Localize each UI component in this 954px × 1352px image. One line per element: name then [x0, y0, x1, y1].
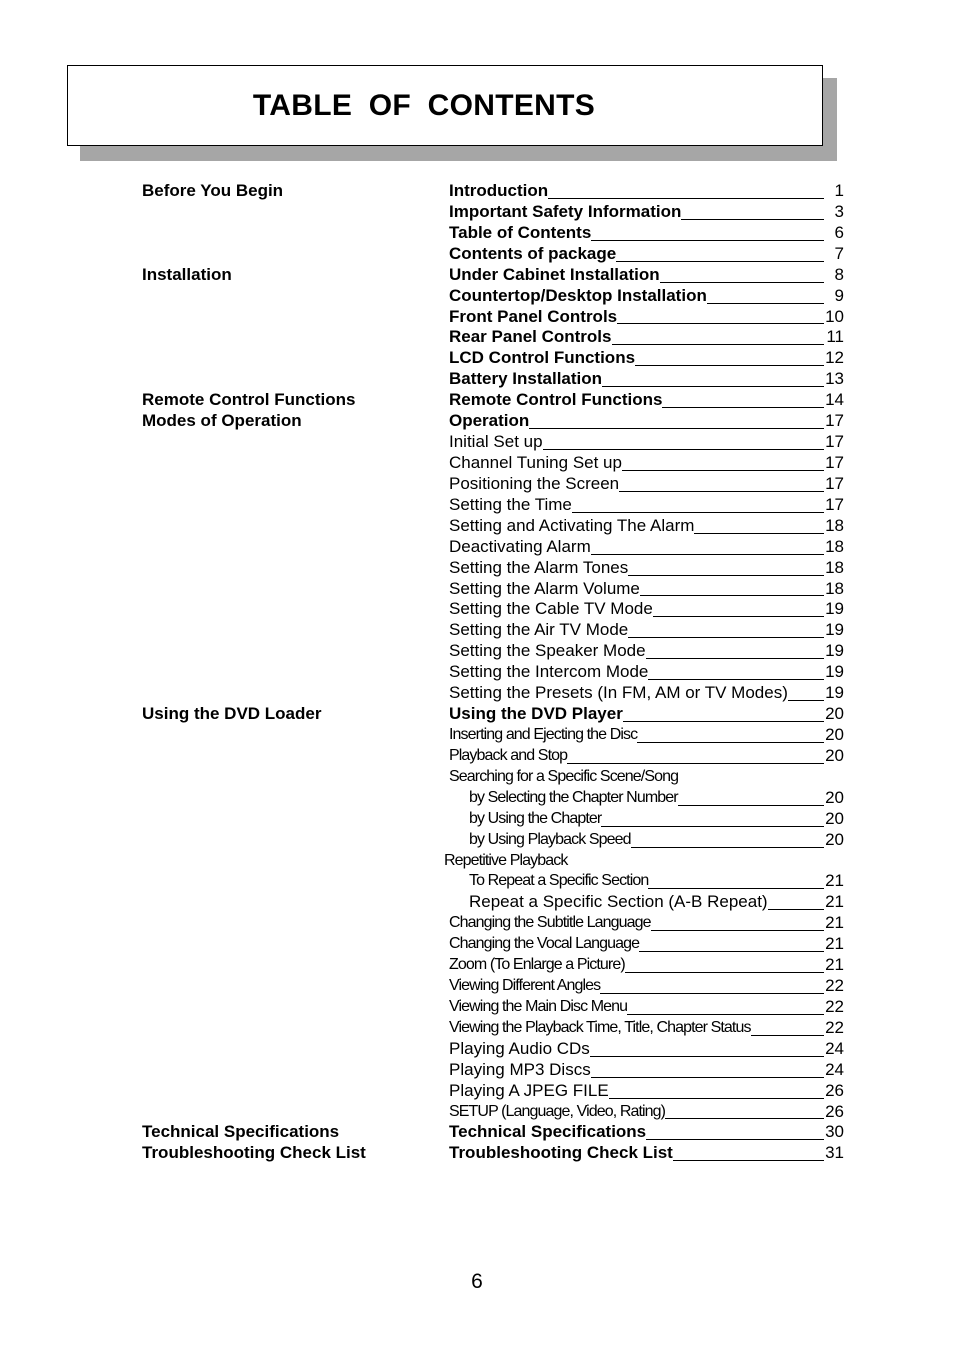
toc-row	[142, 474, 862, 495]
toc-entry-label: Setting the Alarm Tones	[449, 557, 629, 577]
toc-entry[interactable]	[449, 201, 844, 223]
toc-page-number: 17	[825, 473, 844, 493]
toc-entry-label: by Selecting the Chapter Number	[469, 788, 678, 806]
toc-entry-label: Playback and Stop	[449, 746, 568, 764]
toc-leader-line	[639, 951, 824, 952]
toc-leader-line	[600, 993, 824, 994]
toc-leader-line	[751, 1035, 824, 1036]
toc-page-number: 20	[825, 787, 844, 807]
toc-leader-line	[646, 1139, 824, 1140]
toc-entry[interactable]	[449, 348, 844, 369]
toc-entry[interactable]	[449, 432, 844, 453]
toc-leader-line	[625, 972, 824, 973]
toc-leader-line	[567, 763, 824, 764]
toc-row	[142, 432, 862, 453]
toc-page-number: 11	[826, 327, 844, 347]
toc-leader-line	[616, 261, 824, 262]
toc-entry-label: Positioning the Screen	[449, 473, 620, 493]
toc-entry-label: Changing the Vocal Language	[449, 935, 640, 953]
toc-page-number: 17	[825, 411, 844, 431]
toc-entry-label: Introduction	[449, 181, 549, 200]
toc-entry[interactable]	[449, 264, 844, 286]
toc-row	[142, 830, 862, 851]
toc-entry-label: Deactivating Alarm	[449, 536, 591, 556]
toc-page-number: 21	[825, 913, 844, 933]
toc-entry-label: Setting the Speaker Mode	[449, 641, 646, 661]
toc-leader-line	[609, 1098, 824, 1099]
toc-leader-line	[590, 1056, 824, 1057]
toc-entry-label: Technical Specifications	[449, 1122, 647, 1142]
toc-page-number: 22	[825, 976, 844, 996]
toc-leader-line	[617, 323, 824, 324]
toc-leader-line	[631, 847, 824, 848]
toc-page-number: 19	[825, 683, 844, 703]
toc-row	[142, 662, 862, 683]
toc-row	[142, 809, 862, 830]
toc-entry-label: Setting the Air TV Mode	[449, 620, 629, 640]
toc-page-number: 20	[825, 724, 844, 744]
toc-section-heading: Modes of Operation	[142, 411, 302, 431]
toc-row	[142, 599, 862, 620]
toc-entry-label: SETUP (Language, Video, Rating)	[449, 1102, 666, 1120]
toc-row	[142, 411, 862, 432]
toc-leader-line	[627, 1014, 824, 1015]
table-of-contents	[142, 181, 862, 1164]
toc-leader-line	[591, 554, 824, 555]
toc-leader-line	[651, 930, 824, 931]
toc-entry-label: Under Cabinet Installation	[449, 264, 660, 284]
toc-leader-line	[648, 888, 824, 889]
toc-row	[142, 244, 862, 265]
toc-page-number: 26	[825, 1101, 844, 1121]
toc-entry[interactable]	[449, 369, 844, 390]
toc-row	[142, 1039, 862, 1060]
toc-leader-line	[662, 407, 824, 408]
toc-row	[142, 495, 862, 516]
toc-entry-label: by Using Playback Speed	[469, 830, 631, 848]
toc-entry-label: Setting the Alarm Volume	[449, 578, 640, 598]
toc-entry-label: Playing MP3 Discs	[449, 1059, 591, 1079]
toc-entry-label: To Repeat a Specific Section	[469, 872, 649, 890]
toc-leader-line	[529, 428, 824, 429]
toc-leader-line	[665, 1118, 824, 1119]
toc-entry-label: Setting the Presets (In FM, AM or TV Modes)	[449, 683, 788, 703]
toc-page-number: 20	[825, 704, 844, 724]
toc-leader-line	[694, 533, 824, 534]
toc-entry[interactable]	[449, 181, 844, 202]
toc-entry[interactable]	[449, 327, 844, 348]
toc-row	[142, 683, 862, 704]
toc-entry[interactable]	[469, 808, 844, 830]
toc-entry-label: Front Panel Controls	[449, 306, 618, 326]
toc-entry-label: Searching for a Specific Scene/Song	[449, 767, 679, 785]
toc-row	[142, 892, 862, 913]
toc-page-number: 17	[825, 432, 844, 452]
toc-entry-label: Playing Audio CDs	[449, 1038, 590, 1058]
toc-row	[142, 704, 862, 725]
toc-entry[interactable]	[449, 683, 844, 704]
toc-entry[interactable]	[449, 934, 844, 955]
toc-entry-label: Playing A JPEG FILE	[449, 1080, 609, 1100]
toc-entry[interactable]	[469, 787, 844, 809]
toc-leader-line	[628, 637, 824, 638]
toc-entry-label: Setting the Intercom Mode	[449, 662, 649, 682]
toc-page-number: 26	[825, 1080, 844, 1100]
toc-leader-line	[648, 679, 824, 680]
toc-entry-label: Operation	[449, 411, 530, 431]
toc-leader-line	[591, 1077, 824, 1078]
toc-leader-line	[653, 616, 824, 617]
toc-leader-line	[673, 1160, 824, 1161]
toc-entry[interactable]	[449, 1101, 844, 1123]
toc-section-heading: Technical Specifications	[142, 1122, 340, 1142]
toc-entry-label: Remote Control Functions	[449, 390, 663, 410]
toc-page-number: 19	[825, 620, 844, 640]
toc-entry[interactable]	[449, 1059, 844, 1081]
toc-entry-label: Viewing the Main Disc Menu	[449, 997, 628, 1015]
toc-entry[interactable]	[449, 996, 844, 1018]
toc-row	[142, 1081, 862, 1102]
toc-entry[interactable]	[449, 1017, 844, 1039]
toc-entry[interactable]	[444, 851, 824, 872]
toc-row	[142, 976, 862, 997]
toc-leader-line	[637, 742, 824, 743]
toc-entry-label: Viewing the Playback Time, Title, Chapter Status	[449, 1018, 751, 1036]
toc-row	[142, 537, 862, 558]
toc-leader-line	[646, 658, 824, 659]
toc-entry[interactable]	[449, 1143, 844, 1164]
toc-page-number: 12	[825, 348, 844, 368]
toc-row	[142, 348, 862, 369]
toc-entry[interactable]	[449, 767, 824, 788]
toc-page-number: 9	[834, 285, 844, 305]
toc-row	[142, 641, 862, 662]
toc-entry[interactable]	[449, 724, 844, 746]
toc-leader-line	[788, 700, 824, 701]
toc-page-number: 22	[825, 1017, 844, 1037]
toc-page-number: 18	[825, 557, 844, 577]
toc-page-number: 14	[825, 390, 844, 410]
toc-entry[interactable]	[449, 1080, 844, 1102]
toc-row	[142, 307, 862, 328]
toc-leader-line	[572, 512, 824, 513]
toc-leader-line	[640, 595, 824, 596]
toc-entry[interactable]	[449, 641, 844, 662]
toc-leader-line	[591, 240, 824, 241]
toc-leader-line	[602, 386, 824, 387]
toc-entry-label: by Using the Chapter	[469, 809, 602, 827]
toc-row	[142, 579, 862, 600]
toc-entry[interactable]	[469, 892, 844, 913]
toc-row	[142, 1143, 862, 1164]
toc-entry-label: Countertop/Desktop Installation	[449, 285, 707, 305]
toc-entry[interactable]	[449, 1038, 844, 1060]
toc-entry[interactable]	[449, 599, 844, 620]
toc-section-heading: Using the DVD Loader	[142, 704, 322, 724]
toc-row	[142, 265, 862, 286]
toc-entry[interactable]	[449, 620, 844, 641]
toc-row	[142, 1102, 862, 1123]
toc-entry[interactable]	[449, 285, 844, 307]
toc-leader-line	[660, 282, 824, 283]
toc-row	[142, 788, 862, 809]
toc-row	[142, 913, 862, 934]
toc-page-number: 21	[825, 955, 844, 975]
toc-entry-label: Channel Tuning Set up	[449, 452, 622, 472]
toc-entry[interactable]	[449, 557, 844, 579]
toc-entry-label: Setting the Cable TV Mode	[449, 599, 653, 619]
toc-entry-label: Contents of package	[449, 243, 617, 263]
toc-page-number: 3	[834, 201, 844, 221]
toc-row	[142, 327, 862, 348]
toc-entry-label: Battery Installation	[449, 369, 603, 389]
toc-entry-label: Table of Contents	[449, 222, 592, 242]
toc-entry[interactable]	[449, 662, 844, 683]
toc-entry[interactable]	[449, 704, 844, 725]
toc-leader-line	[622, 470, 824, 471]
toc-entry-label: Troubleshooting Check List	[449, 1143, 673, 1163]
toc-leader-line	[768, 909, 824, 910]
page-title: TABLE OF CONTENTS	[252, 88, 596, 122]
toc-leader-line	[543, 449, 824, 450]
toc-entry[interactable]	[449, 1122, 844, 1143]
toc-page-number: 19	[825, 641, 844, 661]
toc-entry-label: Repetitive Playback	[444, 851, 568, 869]
toc-page-number: 17	[825, 494, 844, 514]
toc-row	[142, 934, 862, 955]
toc-page-number: 18	[825, 578, 844, 598]
toc-section-heading: Remote Control Functions	[142, 390, 356, 410]
toc-page-number: 20	[825, 808, 844, 828]
toc-page-number: 22	[825, 996, 844, 1016]
toc-page-number: 13	[825, 369, 844, 389]
toc-page-number: 1	[834, 181, 844, 200]
toc-row	[142, 620, 862, 641]
toc-page-number: 20	[825, 829, 844, 849]
toc-leader-line	[681, 219, 824, 220]
toc-leader-line	[635, 365, 824, 366]
toc-leader-line	[619, 491, 824, 492]
toc-entry-label: Inserting and Ejecting the Disc	[449, 725, 638, 743]
toc-entry[interactable]	[449, 411, 844, 432]
toc-page-number: 7	[834, 243, 844, 263]
toc-row	[142, 223, 862, 244]
toc-entry-label: Zoom (To Enlarge a Picture)	[449, 956, 625, 974]
toc-section-heading: Troubleshooting Check List	[142, 1143, 366, 1163]
toc-row	[142, 851, 862, 872]
toc-row	[142, 516, 862, 537]
toc-entry-label: Viewing Different Angles	[449, 977, 601, 995]
toc-leader-line	[628, 575, 824, 576]
toc-entry-label: Using the DVD Player	[449, 704, 623, 724]
toc-entry[interactable]	[449, 390, 844, 411]
toc-row	[142, 369, 862, 390]
toc-entry[interactable]	[449, 955, 844, 976]
toc-page-number: 21	[825, 934, 844, 954]
toc-entry-label: Changing the Subtitle Language	[449, 914, 651, 932]
toc-page-number: 21	[825, 871, 844, 891]
toc-entry[interactable]	[449, 306, 844, 328]
toc-row	[142, 955, 862, 976]
toc-entry[interactable]	[449, 222, 844, 244]
toc-row	[142, 871, 862, 892]
toc-entry[interactable]	[449, 515, 844, 537]
toc-entry-label: Repeat a Specific Section (A-B Repeat)	[469, 892, 768, 912]
toc-leader-line	[623, 721, 824, 722]
toc-page-number: 24	[825, 1038, 844, 1058]
toc-row	[142, 181, 862, 202]
toc-leader-line	[678, 805, 824, 806]
toc-entry[interactable]	[449, 452, 844, 474]
toc-row	[142, 286, 862, 307]
toc-entry[interactable]	[449, 913, 844, 934]
toc-entry-label: Important Safety Information	[449, 201, 682, 221]
toc-row	[142, 725, 862, 746]
toc-row	[142, 997, 862, 1018]
toc-leader-line	[601, 826, 824, 827]
toc-row	[142, 558, 862, 579]
toc-section-heading: Before You Begin	[142, 181, 284, 200]
toc-page-number: 30	[825, 1122, 844, 1142]
toc-leader-line	[612, 344, 825, 345]
toc-entry[interactable]	[449, 745, 844, 767]
toc-leader-line	[707, 303, 824, 304]
toc-page-number: 8	[834, 264, 844, 284]
toc-entry[interactable]	[449, 473, 844, 495]
toc-page-number: 24	[825, 1059, 844, 1079]
toc-page-number: 19	[825, 599, 844, 619]
toc-page-number: 17	[825, 452, 844, 472]
toc-page-number: 31	[825, 1143, 844, 1163]
toc-row	[142, 1060, 862, 1081]
toc-page-number: 21	[825, 892, 844, 912]
toc-section-heading: Installation	[142, 264, 232, 284]
toc-entry-label: LCD Control Functions	[449, 348, 636, 368]
toc-page-number: 20	[825, 745, 844, 765]
toc-page-number: 18	[825, 515, 844, 535]
toc-entry[interactable]	[449, 536, 844, 558]
toc-row	[142, 767, 862, 788]
toc-row	[142, 390, 862, 411]
toc-page-number: 6	[834, 222, 844, 242]
toc-entry-label: Rear Panel Controls	[449, 327, 612, 347]
toc-entry-label: Setting the Time	[449, 494, 572, 514]
toc-entry[interactable]	[449, 243, 844, 265]
toc-entry-label: Initial Set up	[449, 432, 543, 452]
toc-entry-label: Setting and Activating The Alarm	[449, 515, 695, 535]
toc-entry[interactable]	[449, 976, 844, 997]
toc-entry[interactable]	[449, 494, 844, 516]
page-number: 6	[471, 1270, 483, 1293]
toc-entry[interactable]	[469, 829, 844, 851]
toc-row	[142, 1018, 862, 1039]
toc-row	[142, 453, 862, 474]
toc-page-number: 18	[825, 536, 844, 556]
toc-row	[142, 746, 862, 767]
toc-page-number: 19	[825, 662, 844, 682]
toc-page-number: 10	[825, 306, 844, 326]
toc-entry[interactable]	[469, 871, 844, 892]
toc-row	[142, 202, 862, 223]
toc-entry[interactable]	[449, 578, 844, 600]
toc-row	[142, 1122, 862, 1143]
title-box	[67, 65, 823, 146]
toc-leader-line	[548, 198, 824, 199]
